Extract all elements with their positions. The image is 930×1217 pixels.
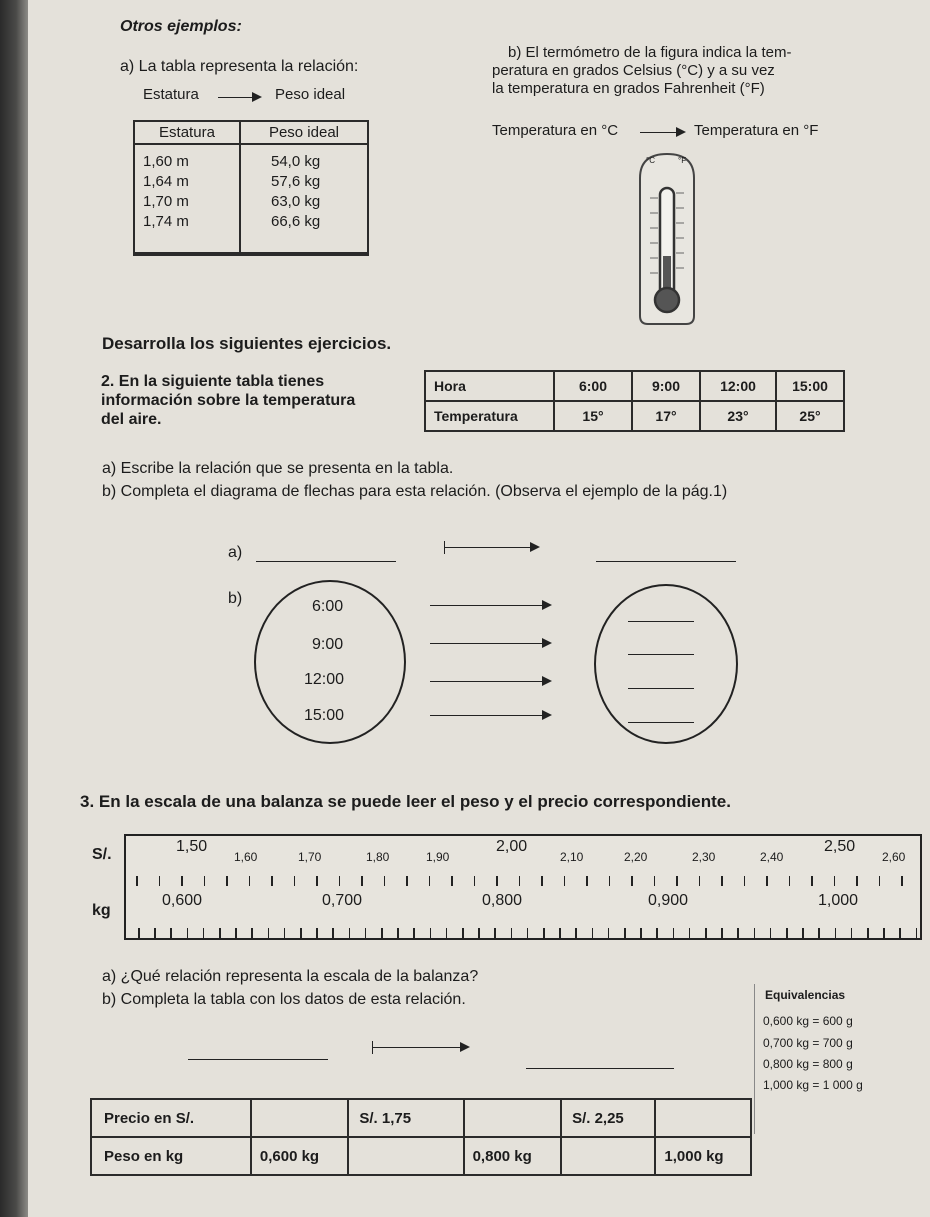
relation-arrow <box>372 1047 468 1048</box>
weight-scale-tick <box>332 928 334 938</box>
price-scale-tick <box>789 876 791 886</box>
relation-arrow <box>430 715 550 716</box>
weight-scale-tick <box>527 928 529 938</box>
table-cell: 9:00 <box>632 371 700 401</box>
time-value: 15:00 <box>304 707 345 724</box>
ex2-line3: del aire. <box>101 411 162 428</box>
price-scale-tick <box>384 876 386 886</box>
equivalence-item: 0,800 kg = 800 g <box>763 1057 853 1071</box>
price-scale-tick <box>451 876 453 886</box>
example-b-relation-from: Temperatura en °C <box>492 122 619 139</box>
table-cell[interactable] <box>348 1137 463 1175</box>
price-scale-tick <box>159 876 161 886</box>
weight-scale-tick <box>462 928 464 938</box>
price-scale-tick <box>766 876 768 886</box>
table-cell: S/. 2,25 <box>561 1099 655 1137</box>
weight-tick-label: 1,000 <box>818 892 859 909</box>
thermometer-image <box>636 148 698 328</box>
weight-scale-tick <box>883 928 885 938</box>
table-cell[interactable] <box>561 1137 655 1175</box>
price-scale-tick <box>901 876 903 886</box>
weight-scale-tick <box>802 928 804 938</box>
answer-blank[interactable] <box>628 722 694 723</box>
example-a-intro: a) La tabla representa la relación: <box>120 58 359 75</box>
weight-scale-tick <box>867 928 869 938</box>
table-cell: 15:00 <box>776 371 844 401</box>
thermometer-c-label: °C <box>646 156 655 165</box>
table-cell: Peso en kg <box>91 1137 251 1175</box>
temperature-table <box>424 370 845 432</box>
price-scale-tick <box>879 876 881 886</box>
time-value: 12:00 <box>304 671 345 688</box>
weight-scale-tick <box>656 928 658 938</box>
price-scale-tick <box>519 876 521 886</box>
weight-scale-tick <box>899 928 901 938</box>
weight-tick-label: 0,800 <box>482 892 523 909</box>
example-b-line2: peratura en grados Celsius (°C) y a su vez <box>492 62 775 79</box>
price-tick-label: 2,30 <box>692 850 716 864</box>
weight-tick-label: 0,600 <box>162 892 203 909</box>
weight-scale-tick <box>349 928 351 938</box>
equivalences-box <box>754 984 915 1134</box>
answer-blank[interactable] <box>188 1059 328 1060</box>
weight-scale-tick <box>219 928 221 938</box>
table-cell: 0,600 kg <box>251 1137 348 1175</box>
table-cell: 23° <box>700 401 776 431</box>
price-tick-label: 1,70 <box>298 850 322 864</box>
price-scale-tick <box>654 876 656 886</box>
table-cell: S/. 1,75 <box>348 1099 463 1137</box>
table-cell: Precio en S/. <box>91 1099 251 1137</box>
ex3-title: 3. En la escala de una balanza se puede leer el peso y el precio correspondiente. <box>80 792 731 811</box>
price-scale-tick <box>744 876 746 886</box>
price-scale <box>124 834 922 889</box>
diagram-a-label: a) <box>228 544 243 561</box>
table-cell[interactable] <box>655 1099 751 1137</box>
weight-scale-tick <box>446 928 448 938</box>
answer-blank[interactable] <box>596 561 736 562</box>
answer-blank[interactable] <box>256 561 396 562</box>
ex3-question-a: a) ¿Qué relación representa la escala de la balanza? <box>102 968 479 985</box>
table-cell: 0,800 kg <box>464 1137 561 1175</box>
price-scale-tick <box>609 876 611 886</box>
price-scale-tick <box>676 876 678 886</box>
example-a-relation-to: Peso ideal <box>275 86 346 103</box>
time-value: 6:00 <box>312 598 344 615</box>
weight-scale-tick <box>770 928 772 938</box>
price-tick-label: 1,50 <box>176 838 208 855</box>
price-scale-tick <box>496 876 498 886</box>
ex2-line1: 2. En la siguiente tabla tienes <box>101 373 325 390</box>
price-scale-tick <box>361 876 363 886</box>
price-scale-tick <box>721 876 723 886</box>
price-tick-label: 2,20 <box>624 850 648 864</box>
weight-scale-tick <box>640 928 642 938</box>
equivalence-item: 0,700 kg = 700 g <box>763 1036 853 1050</box>
price-scale-tick <box>474 876 476 886</box>
price-scale-tick <box>181 876 183 886</box>
weight-scale-tick <box>430 928 432 938</box>
weight-tick-label: 0,700 <box>322 892 363 909</box>
weight-scale-tick <box>170 928 172 938</box>
answer-blank[interactable] <box>526 1068 674 1069</box>
weight-scale-tick <box>608 928 610 938</box>
weight-scale-tick <box>511 928 513 938</box>
weight-scale-tick <box>916 928 918 938</box>
weight-scale-tick <box>543 928 545 938</box>
price-scale-tick <box>136 876 138 886</box>
price-scale-tick <box>406 876 408 886</box>
relation-arrow <box>430 643 550 644</box>
weight-scale-tick <box>381 928 383 938</box>
price-scale-tick <box>586 876 588 886</box>
price-scale-tick <box>699 876 701 886</box>
price-scale-tick <box>429 876 431 886</box>
price-tick-label: 2,00 <box>496 838 528 855</box>
price-scale-tick <box>541 876 543 886</box>
table-cell: 17° <box>632 401 700 431</box>
thermometer-f-label: °F <box>678 156 687 165</box>
heading: Otros ejemplos: <box>120 18 242 35</box>
weight-scale-tick <box>268 928 270 938</box>
price-scale-tick <box>834 876 836 886</box>
sol-label: S/. <box>92 846 112 863</box>
ex2-question-b: b) Completa el diagrama de flechas para esta relación. (Observa el ejemplo de la pág.1) <box>102 483 728 500</box>
weight-scale-tick <box>689 928 691 938</box>
price-scale-tick <box>811 876 813 886</box>
range-oval <box>594 584 738 744</box>
price-tick-label: 2,10 <box>560 850 584 864</box>
answer-blank[interactable] <box>628 688 694 689</box>
kg-label: kg <box>92 902 111 919</box>
weight-scale-tick <box>154 928 156 938</box>
table-header: Estatura <box>134 121 240 144</box>
weight-scale-tick <box>835 928 837 938</box>
price-tick-label: 1,80 <box>366 850 390 864</box>
weight-scale-tick <box>721 928 723 938</box>
table-cell: 54,0 kg 57,6 kg 63,0 kg 66,6 kg <box>240 144 368 253</box>
price-scale-tick <box>631 876 633 886</box>
weight-scale-tick <box>300 928 302 938</box>
price-scale-tick <box>294 876 296 886</box>
weight-scale-tick <box>592 928 594 938</box>
relation-arrow <box>218 97 260 98</box>
equivalence-item: 1,000 kg = 1 000 g <box>763 1078 863 1092</box>
table-cell: 12:00 <box>700 371 776 401</box>
weight-scale-tick <box>737 928 739 938</box>
price-scale-tick <box>339 876 341 886</box>
price-weight-table <box>90 1098 752 1176</box>
relation-arrow <box>640 132 684 133</box>
table-cell: Hora <box>425 371 554 401</box>
weight-scale-tick <box>559 928 561 938</box>
weight-scale-tick <box>754 928 756 938</box>
weight-scale-tick <box>187 928 189 938</box>
price-tick-label: 2,40 <box>760 850 784 864</box>
section-title: Desarrolla los siguientes ejercicios. <box>102 334 392 353</box>
relation-arrow <box>430 605 550 606</box>
weight-scale-tick <box>397 928 399 938</box>
relation-arrow <box>444 547 538 548</box>
table-cell: 1,60 m 1,64 m 1,70 m 1,74 m <box>134 144 240 253</box>
price-tick-label: 2,60 <box>882 850 906 864</box>
price-scale-tick <box>204 876 206 886</box>
weight-scale-tick <box>235 928 237 938</box>
price-scale-tick <box>249 876 251 886</box>
ex2-line2: información sobre la temperatura <box>101 392 356 409</box>
table-cell[interactable] <box>251 1099 348 1137</box>
weight-scale-tick <box>494 928 496 938</box>
equivalences-title: Equivalencias <box>765 988 846 1002</box>
weight-scale-tick <box>818 928 820 938</box>
price-scale-tick <box>226 876 228 886</box>
example-b-line3: la temperatura en grados Fahrenheit (°F) <box>492 80 765 97</box>
weight-scale-tick <box>478 928 480 938</box>
equivalence-item: 0,600 kg = 600 g <box>763 1014 853 1028</box>
example-a-relation-from: Estatura <box>143 86 199 103</box>
weight-scale-tick <box>673 928 675 938</box>
weight-scale <box>124 886 922 940</box>
weight-scale-tick <box>575 928 577 938</box>
weight-scale-tick <box>851 928 853 938</box>
weight-scale-tick <box>138 928 140 938</box>
price-tick-label: 1,90 <box>426 850 450 864</box>
price-tick-label: 1,60 <box>234 850 258 864</box>
table-cell: 1,000 kg <box>655 1137 751 1175</box>
price-scale-tick <box>856 876 858 886</box>
ex2-question-a: a) Escribe la relación que se presenta en la tabla. <box>102 460 454 477</box>
table-cell: 25° <box>776 401 844 431</box>
price-scale-tick <box>316 876 318 886</box>
answer-blank[interactable] <box>628 621 694 622</box>
weight-scale-tick <box>413 928 415 938</box>
ex3-question-b: b) Completa la tabla con los datos de esta relación. <box>102 991 466 1008</box>
price-tick-label: 2,50 <box>824 838 856 855</box>
diagram-b-label: b) <box>228 590 243 607</box>
price-scale-tick <box>564 876 566 886</box>
weight-scale-tick <box>251 928 253 938</box>
relation-arrow <box>430 681 550 682</box>
price-scale-tick <box>271 876 273 886</box>
weight-scale-tick <box>316 928 318 938</box>
table-cell: Temperatura <box>425 401 554 431</box>
table-cell: 6:00 <box>554 371 632 401</box>
table-cell[interactable] <box>464 1099 561 1137</box>
table-cell: 15° <box>554 401 632 431</box>
answer-blank[interactable] <box>628 654 694 655</box>
example-b-relation-to: Temperatura en °F <box>694 122 819 139</box>
weight-scale-tick <box>705 928 707 938</box>
time-value: 9:00 <box>312 636 344 653</box>
weight-scale-tick <box>624 928 626 938</box>
height-weight-table <box>133 120 369 256</box>
table-header: Peso ideal <box>240 121 368 144</box>
weight-scale-tick <box>203 928 205 938</box>
example-b-line1: b) El termómetro de la figura indica la tem- <box>508 44 792 61</box>
weight-scale-tick <box>365 928 367 938</box>
weight-scale-tick <box>786 928 788 938</box>
weight-scale-tick <box>284 928 286 938</box>
weight-tick-label: 0,900 <box>648 892 689 909</box>
